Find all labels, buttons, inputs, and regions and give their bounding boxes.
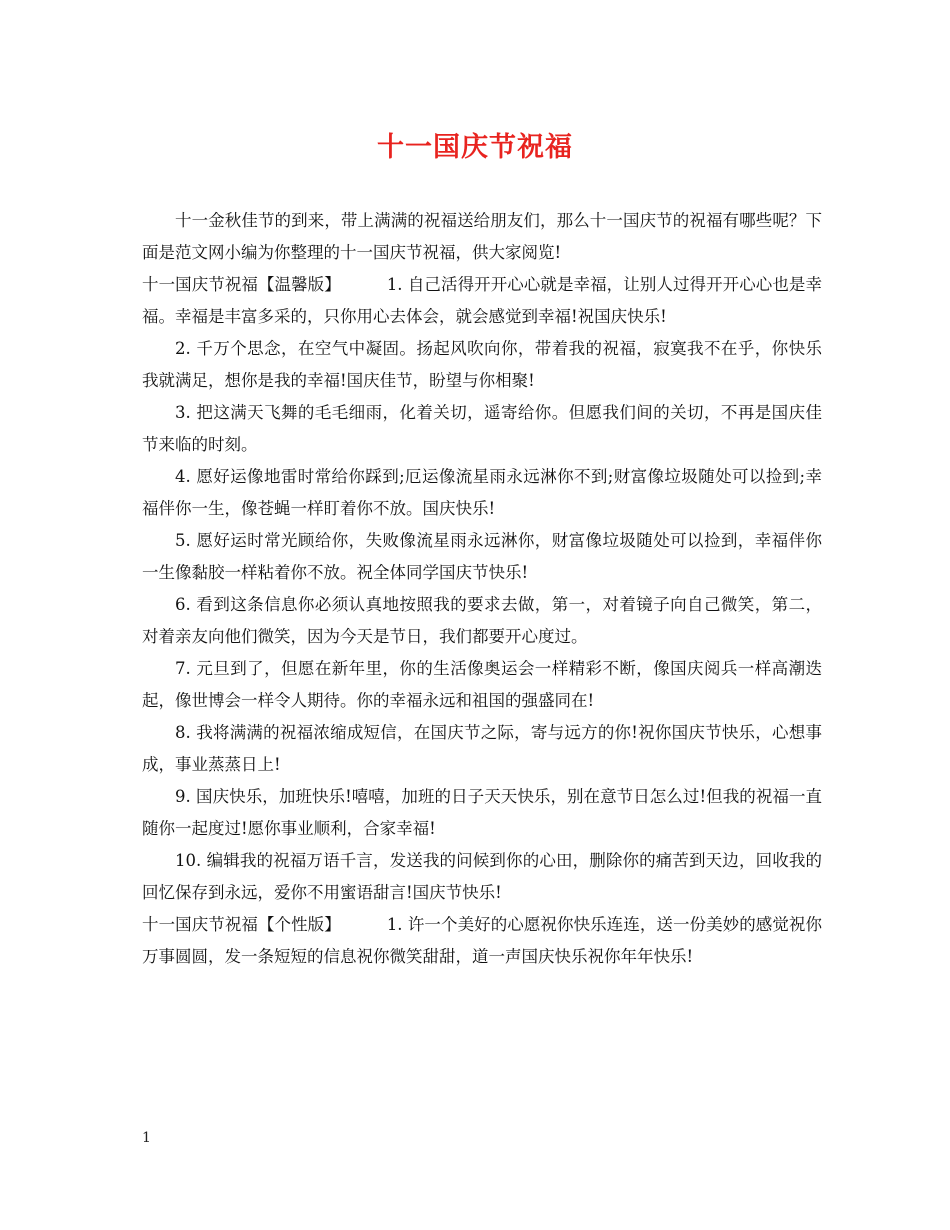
blessing-item: 1. 许一个美好的心愿祝你快乐连连，送一份美妙的感觉祝你万事圆圆，发一条短短的信息祝你微笑甜甜，道一声国庆快乐祝你年年快乐!: [142, 915, 822, 966]
blessing-item: 6. 看到这条信息你必须认真地按照我的要求去做，第一，对着镜子向自己微笑，第二，对着亲友向他们微笑，因为今天是节日，我们都要开心度过。: [142, 595, 822, 646]
blessing-item: 8. 我将满满的祝福浓缩成短信，在国庆节之际，寄与远方的你!祝你国庆节快乐，心想事成，事业蒸蒸日上!: [142, 723, 822, 774]
document-title: 十一国庆节祝福: [377, 132, 573, 163]
document-body: [142, 205, 822, 973]
blessing-item: 7. 元旦到了，但愿在新年里，你的生活像奥运会一样精彩不断，像国庆阅兵一样高潮迭起，像世博会一样令人期待。你的幸福永远和祖国的强盛同在!: [142, 659, 822, 710]
blessing-item: 3. 把这满天飞舞的毛毛细雨，化着关切，遥寄给你。但愿我们间的关切，不再是国庆佳节来临的时刻。: [142, 403, 822, 454]
blessing-item: 10. 编辑我的祝福万语千言，发送我的问候到你的心田，删除你的痛苦到天边，回收我的回忆保存到永远，爱你不用蜜语甜言!国庆节快乐!: [142, 851, 822, 902]
blessing-item: 1. 自己活得开开心心就是幸福，让别人过得开开心心也是幸福。幸福是丰富多采的，只你用心去体会，就会感觉到幸福!祝国庆快乐!: [142, 275, 822, 326]
section-heading-personal: 十一国庆节祝福【个性版】: [142, 915, 341, 934]
section-warm-first-paragraph: [142, 269, 822, 333]
blessing-item: 2. 千万个思念，在空气中凝固。扬起风吹向你，带着我的祝福，寂寞我不在乎，你快乐我就满足，想你是我的幸福!国庆佳节，盼望与你相聚!: [142, 339, 822, 390]
page-number: 1: [142, 1130, 151, 1146]
section-heading-warm: 十一国庆节祝福【温馨版】: [142, 275, 341, 294]
intro-paragraph: 十一金秋佳节的到来，带上满满的祝福送给朋友们，那么十一国庆节的祝福有哪些呢？下面是范文网小编为你整理的十一国庆节祝福，供大家阅览!: [142, 211, 822, 262]
blessing-item: 5. 愿好运时常光顾给你，失败像流星雨永远淋你，财富像垃圾随处可以捡到，幸福伴你一生像黏胶一样粘着你不放。祝全体同学国庆节快乐!: [142, 531, 822, 582]
blessing-item: 9. 国庆快乐，加班快乐!嘻嘻，加班的日子天天快乐，别在意节日怎么过!但我的祝福一直随你一起度过!愿你事业顺利，合家幸福!: [142, 787, 822, 838]
section-personal-first-paragraph: [142, 909, 822, 973]
blessing-item: 4. 愿好运像地雷时常给你踩到;厄运像流星雨永远淋你不到;财富像垃圾随处可以捡到;幸福伴你一生，像苍蝇一样盯着你不放。国庆快乐!: [142, 467, 822, 518]
